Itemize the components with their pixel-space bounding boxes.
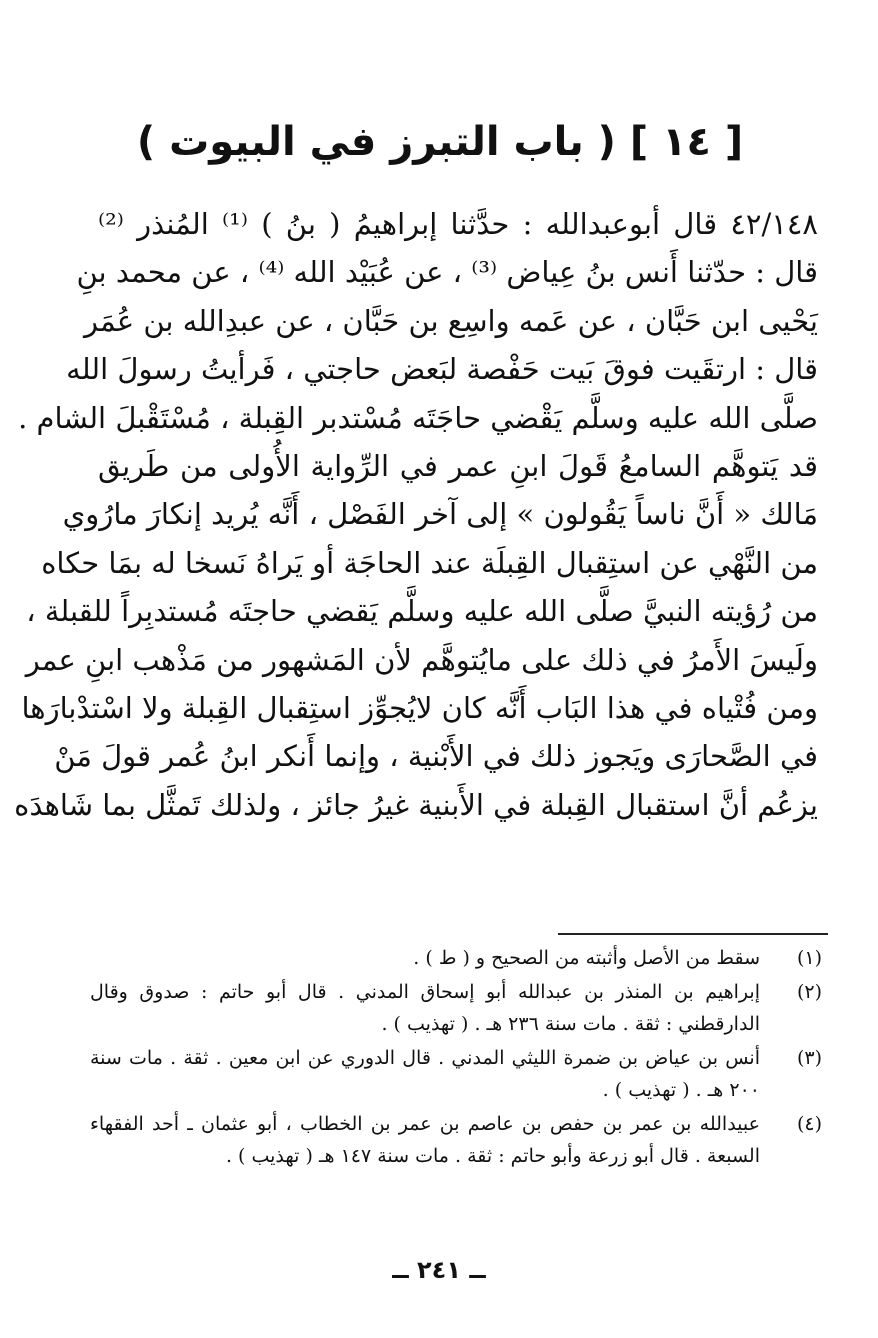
footnote-number: (٣) — [796, 1047, 822, 1069]
text-line: ومن فُتْياه في هذا البَاب أَنَّه كان لايُجوِّز استِقبال القِبلة ولا اسْتدْبارَها — [21, 690, 818, 725]
footnote-line: عبيدالله بن عمر بن حفص بن عاصم بن عمر بن الخطاب ، أبو عثمان ـ أحد الفقهاء — [90, 1113, 760, 1135]
footnote — [90, 1042, 828, 1106]
text-line: قد يَتوهَّم السامعُ قَولَ ابنِ عمر في الرِّواية الأُولى من طَريق — [98, 448, 818, 483]
text-line: قال : ارتقَيت فوقَ بَيت حَفْصة لبَعض حاجتي ، فَرأيتُ رسولَ الله — [66, 352, 818, 387]
text-line: من النَّهْي عن استِقبال القِبلَة عند الحاجَة أو يَراهُ نَسخا له بمَا حكاه — [41, 545, 818, 580]
footnote-line: السبعة . قال أبو زرعة وأبو حاتم : ثقة . مات سنة ١٤٧ هـ ( تهذيب ) . — [225, 1145, 760, 1167]
text-line: ولَيسَ الأَمرُ في ذلك على مايُتوهَّم لأن المَشهور من مَذْهب ابنِ عمر — [25, 642, 818, 677]
footnote-number: (٢) — [796, 981, 822, 1003]
text-line: يَحْيى ابن حَبَّان ، عن عَمه واسِع بن حَبَّان ، عن عبدِالله بن عُمَر — [84, 303, 818, 338]
text-line: من رُؤيته النبيَّ صلَّى الله عليه وسلَّم يَقضي حاجتَه مُستدبِراً للقبلة ، — [26, 594, 818, 629]
page-number: ــ ٢٤١ ــ — [392, 1256, 486, 1284]
footnote — [90, 1108, 828, 1172]
main-text — [14, 200, 818, 829]
text-line: مَالك « أَنَّ ناساً يَقُولون » إلى آخر الفَصْل ، أَنَّه يُريد إنكارَ مارُوي — [62, 497, 818, 532]
footnote-line: الدارقطني : ثقة . مات سنة ٢٣٦ هـ . ( تهذيب ) . — [381, 1013, 760, 1035]
footnote-line: أنس بن عياض بن ضمرة الليثي المدني . قال الدوري عن ابن معين . ثقة . مات سنة — [90, 1047, 760, 1069]
footnote-number: (١) — [796, 947, 822, 969]
text-line: ٤٢/١٤٨ قال أبوعبدالله : حدَّثنا إبراهيمُ ( بنُ ) ⁽¹⁾ المُنذر ⁽²⁾ — [98, 207, 818, 241]
text-line: في الصَّحارَى ويَجوز ذلك في الأَبْنية ، وإنما أَنكر ابنُ عُمر قولَ مَنْ — [54, 739, 818, 774]
text-line: قال : حدّثنا أَنس بنُ عِياض ⁽³⁾ ، عن عُبَيْد الله ⁽⁴⁾ ، عن محمد بنِ — [76, 255, 818, 290]
footnote-line: سقط من الأصل وأثبته من الصحيح و ( ط ) . — [413, 947, 760, 969]
footnote — [90, 976, 828, 1040]
footnote-separator — [558, 933, 828, 935]
footnote-line: ٢٠٠ هـ . ( تهذيب ) . — [602, 1079, 760, 1101]
footnote-line: إبراهيم بن المنذر بن عبدالله أبو إسحاق المدني . قال أبو حاتم : صدوق وقال — [90, 981, 760, 1003]
footnote — [90, 942, 828, 974]
footnote-text — [90, 1108, 760, 1172]
chapter-heading: [ ١٤ ] ( باب التبرز في البيوت ) — [136, 119, 744, 165]
text-line: صلَّى الله عليه وسلَّم يَقْضي حاجَتَه مُسْتدبر القِبلة ، مُسْتَقْبلَ الشام . — [18, 400, 818, 435]
footnotes — [90, 942, 828, 1174]
footnote-text — [90, 976, 760, 1040]
footnote-text — [90, 1042, 760, 1106]
text-line: يزعُم أنَّ استقبال القِبلة في الأَبنية غيرُ جائز ، ولذلك تَمثَّل بما شَاهدَه — [14, 787, 818, 822]
footnote-number: (٤) — [796, 1113, 822, 1135]
footnote-text — [90, 942, 760, 974]
